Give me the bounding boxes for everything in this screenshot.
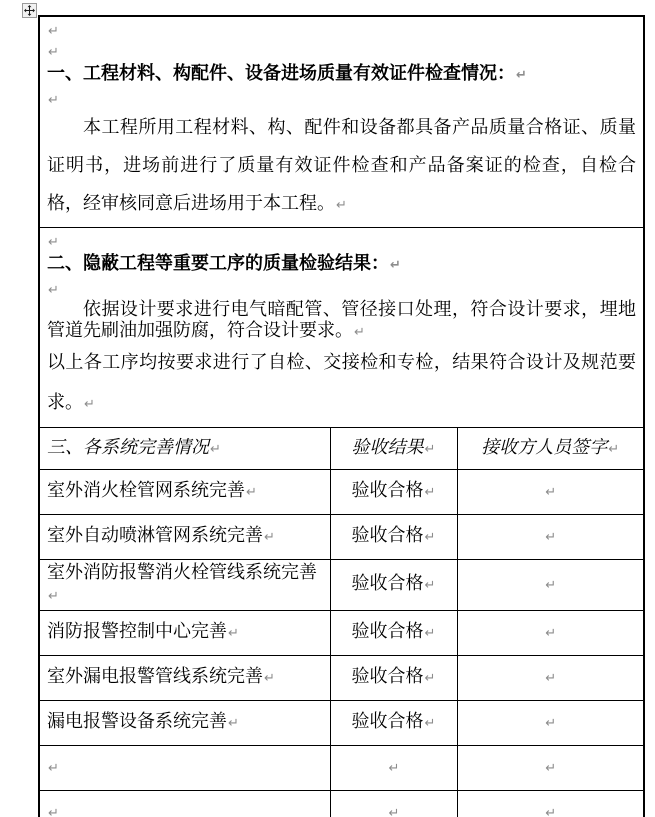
section1-paragraph [47,109,636,225]
section2-paragraph1-text: 依据设计要求进行电气暗配管、管径接口处理，符合设计要求，埋地管道先刷油加强防腐，符合设计要求。 [47,299,637,341]
pilcrow-mark: ↵ [545,761,557,776]
pilcrow-mark: ↵ [48,235,59,250]
empty-paragraph [47,278,636,299]
pilcrow-mark: ↵ [228,716,239,731]
pilcrow-mark: ↵ [264,671,275,686]
section1-row [39,16,644,228]
result-text: 验收合格 [351,573,424,594]
result-cell[interactable] [330,611,457,656]
system-text: 消防报警控制中心完善 [47,621,227,642]
section2-row [39,228,644,428]
pilcrow-mark: ↵ [424,671,436,686]
pilcrow-mark: ↵ [424,485,436,500]
pilcrow-mark: ↵ [336,198,347,213]
section1-cell[interactable] [39,16,644,228]
system-text: 漏电报警设备系统完善 [47,711,227,732]
signature-cell[interactable] [457,656,644,701]
pilcrow-mark: ↵ [424,530,436,545]
signature-cell[interactable] [457,791,644,817]
table-row [39,701,644,746]
system-cell[interactable] [39,611,330,656]
pilcrow-mark: ↵ [264,530,275,545]
pilcrow-mark: ↵ [48,93,59,108]
pilcrow-mark: ↵ [48,45,59,60]
pilcrow-mark: ↵ [424,578,436,593]
pilcrow-mark: ↵ [545,805,557,817]
system-text: 室外自动喷淋管网系统完善 [47,525,263,546]
result-text: 验收合格 [351,480,424,501]
result-text: 验收合格 [351,711,424,732]
section2-heading [47,251,636,278]
header-cell-signature[interactable] [457,428,644,470]
pilcrow-mark: ↵ [388,805,400,817]
table-row-empty [39,746,644,791]
system-cell[interactable] [39,656,330,701]
system-cell[interactable] [39,470,330,515]
result-text: 验收合格 [351,525,424,546]
pilcrow-mark: ↵ [246,485,257,500]
result-cell[interactable] [330,656,457,701]
move-arrows-icon [24,5,35,16]
signature-cell[interactable] [457,701,644,746]
pilcrow-mark: ↵ [210,441,221,457]
pilcrow-mark: ↵ [545,485,557,500]
pilcrow-mark: ↵ [354,325,365,340]
pilcrow-mark: ↵ [424,716,436,731]
signature-cell[interactable] [457,515,644,560]
section2-paragraph2-text: 以上各工序均按要求进行了自检、交接检和专检，结果符合设计及规范要求。 [47,352,637,413]
section2-paragraph1 [47,299,636,343]
pilcrow-mark: ↵ [390,258,401,273]
system-cell[interactable] [39,515,330,560]
pilcrow-mark: ↵ [545,716,557,731]
section1-heading-text: 一、工程材料、构配件、设备进场质量有效证件检查情况： [47,63,515,84]
section1-heading [47,61,636,88]
pilcrow-mark: ↵ [545,671,557,686]
pilcrow-mark: ↵ [48,805,59,817]
header-cell-result[interactable] [330,428,457,470]
table-move-handle[interactable] [22,3,37,18]
result-cell[interactable] [330,746,457,791]
table-row-empty [39,791,644,817]
pilcrow-mark: ↵ [424,626,436,641]
pilcrow-mark: ↵ [48,24,59,39]
system-text: 室外漏电报警管线系统完善 [47,666,263,687]
result-cell[interactable] [330,560,457,611]
result-cell[interactable] [330,701,457,746]
result-text: 验收合格 [351,666,424,687]
result-cell[interactable] [330,515,457,560]
result-text: 验收合格 [351,621,424,642]
pilcrow-mark: ↵ [48,761,59,776]
signature-cell[interactable] [457,611,644,656]
section2-paragraph2 [47,343,636,425]
pilcrow-mark: ↵ [424,441,436,457]
pilcrow-mark: ↵ [608,441,620,457]
result-cell[interactable] [330,470,457,515]
system-cell[interactable] [39,701,330,746]
signature-cell[interactable] [457,560,644,611]
section2-cell[interactable] [39,228,644,428]
pilcrow-mark: ↵ [545,530,557,545]
pilcrow-mark: ↵ [516,68,527,83]
pilcrow-mark: ↵ [388,761,400,776]
table-row [39,515,644,560]
result-cell[interactable] [330,791,457,817]
signature-cell[interactable] [457,746,644,791]
pilcrow-mark: ↵ [48,589,59,604]
empty-paragraph [47,88,636,109]
table-row [39,470,644,515]
system-text: 室外消防报警消火栓管线系统完善 [47,562,317,583]
empty-paragraph [47,19,636,40]
document-table [38,15,645,817]
system-cell[interactable] [39,560,330,611]
header-systems-text: 三、各系统完善情况 [47,436,209,458]
system-cell[interactable] [39,791,330,817]
signature-cell[interactable] [457,470,644,515]
pilcrow-mark: ↵ [545,578,557,593]
empty-paragraph [47,230,636,251]
section2-heading-text: 二、隐蔽工程等重要工序的质量检验结果： [47,253,389,274]
systems-header-row [39,428,644,470]
table-row [39,656,644,701]
pilcrow-mark: ↵ [84,397,95,412]
header-cell-systems[interactable] [39,428,330,470]
pilcrow-mark: ↵ [228,626,239,641]
table-row [39,611,644,656]
header-result-text: 验收结果 [351,436,424,458]
table-row [39,560,644,611]
pilcrow-mark: ↵ [545,626,557,641]
system-text: 室外消火栓管网系统完善 [47,480,245,501]
header-signature-text: 接收方人员签字 [481,436,608,458]
empty-paragraph [47,40,636,61]
system-cell[interactable] [39,746,330,791]
pilcrow-mark: ↵ [48,283,59,298]
section1-paragraph-text: 本工程所用工程材料、构、配件和设备都具备产品质量合格证、质量证明书，进场前进行了质量有效证件检查和产品备案证的检查，自检合格，经审核同意后进场用于本工程。 [47,117,637,214]
